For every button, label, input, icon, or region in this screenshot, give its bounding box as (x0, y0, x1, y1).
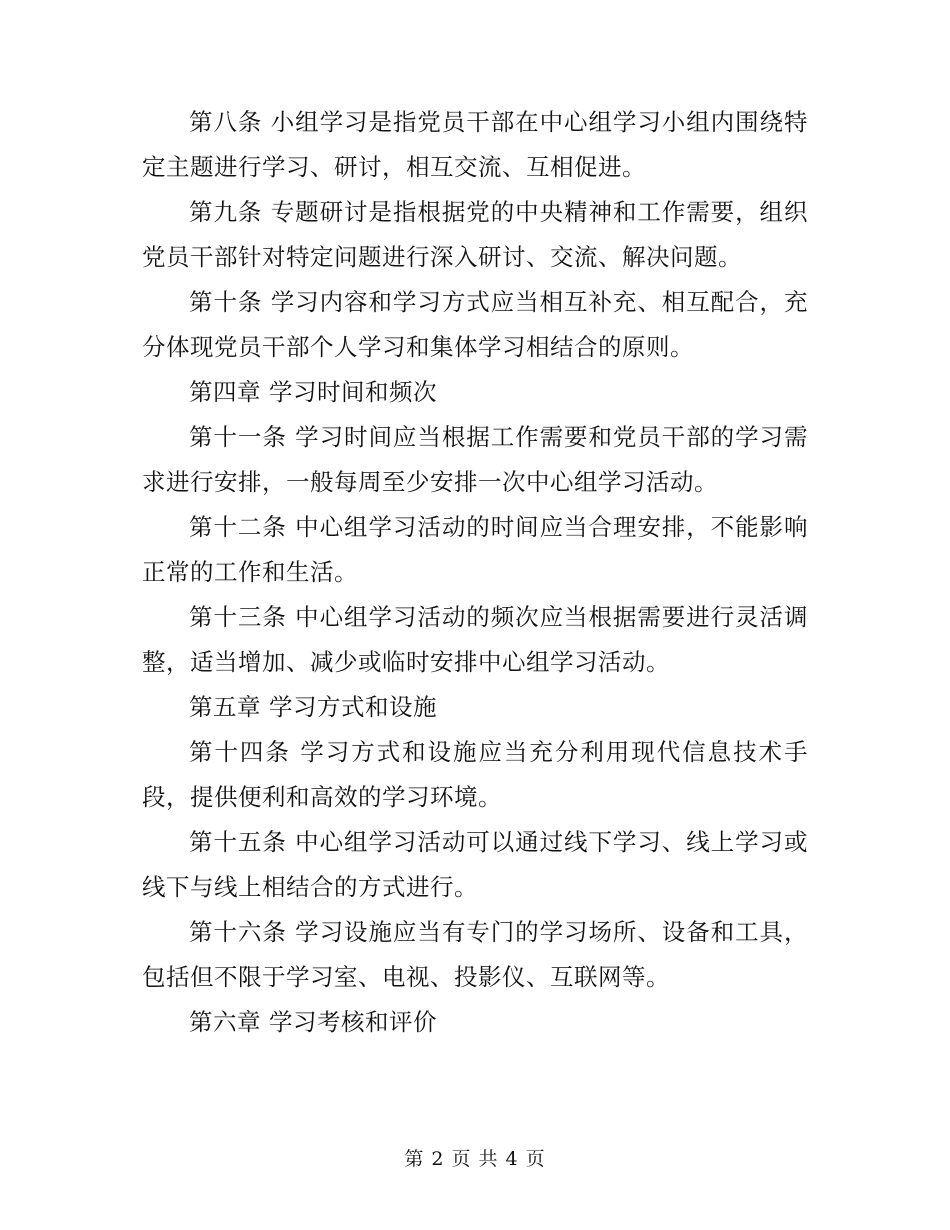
document-body (142, 100, 808, 1045)
article-8: 第八条 小组学习是指党员干部在中心组学习小组内围绕特定主题进行学习、研讨，相互交流、互相促进。 (142, 108, 808, 181)
article-14: 第十四条 学习方式和设施应当充分利用现代信息技术手段，提供便利和高效的学习环境。 (142, 738, 808, 811)
chapter-4-heading: 第四章 学习时间和频次 (189, 378, 437, 406)
article-16: 第十六条 学习设施应当有专门的学习场所、设备和工具，包括但不限于学习室、电视、投影仪、互联网等。 (142, 918, 808, 991)
article-15: 第十五条 中心组学习活动可以通过线下学习、线上学习或线下与线上相结合的方式进行。 (142, 828, 808, 901)
article-13: 第十三条 中心组学习活动的频次应当根据需要进行灵活调整，适当增加、减少或临时安排中心组学习活动。 (142, 603, 808, 676)
chapter-6-heading: 第六章 学习考核和评价 (189, 1008, 437, 1036)
article-10: 第十条 学习内容和学习方式应当相互补充、相互配合，充分体现党员干部个人学习和集体学习相结合的原则。 (142, 288, 808, 361)
chapter-5-heading: 第五章 学习方式和设施 (189, 693, 437, 721)
article-12: 第十二条 中心组学习活动的时间应当合理安排，不能影响正常的工作和生活。 (142, 513, 808, 586)
article-11: 第十一条 学习时间应当根据工作需要和党员干部的学习需求进行安排，一般每周至少安排一次中心组学习活动。 (142, 423, 808, 496)
article-9: 第九条 专题研讨是指根据党的中央精神和工作需要，组织党员干部针对特定问题进行深入研讨、交流、解决问题。 (142, 198, 808, 271)
page-number-footer: 第 2 页 共 4 页 (404, 1148, 546, 1170)
